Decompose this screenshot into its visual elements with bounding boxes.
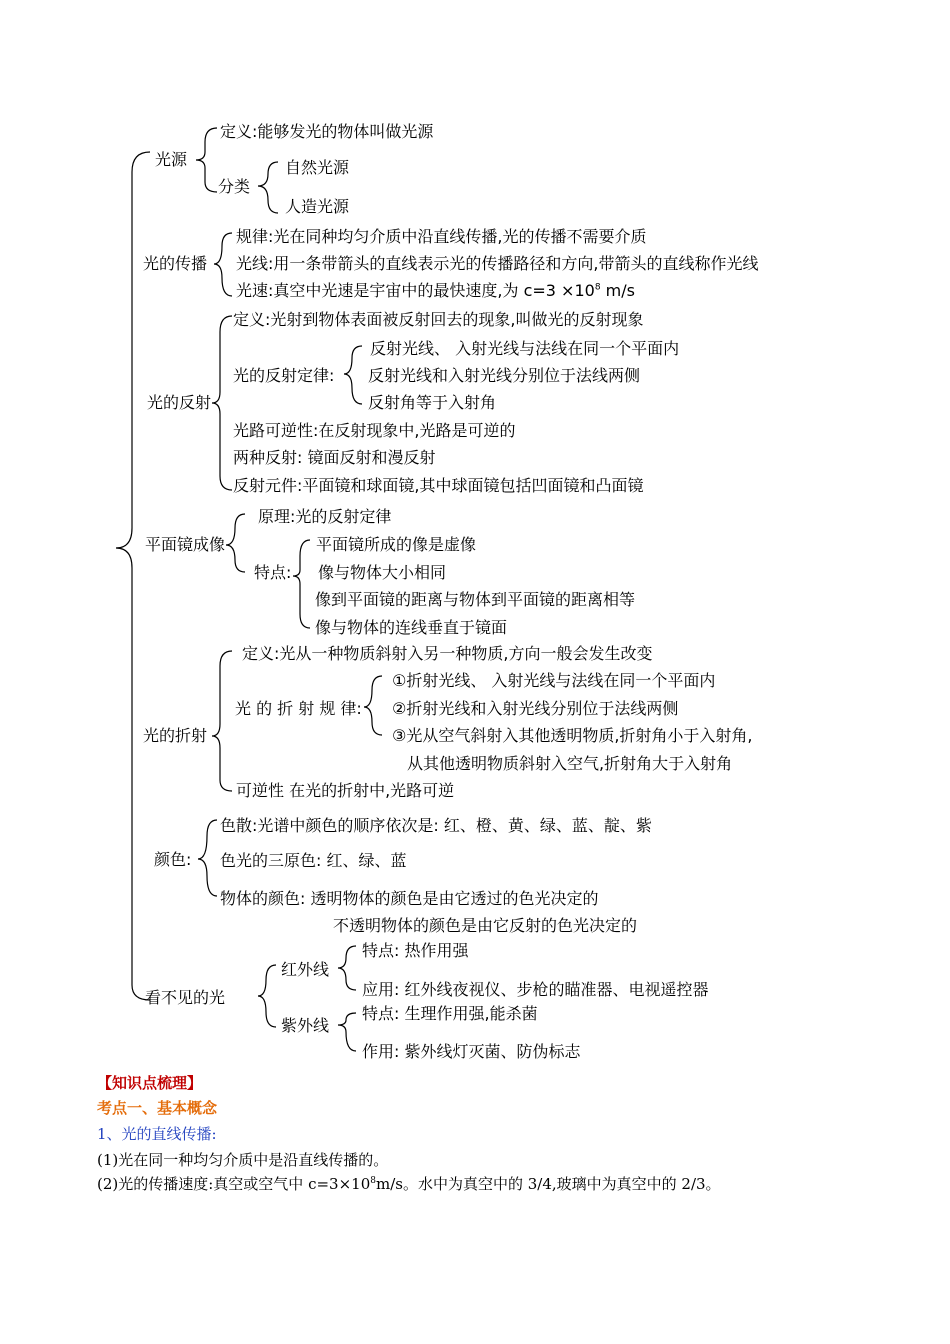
color-primaries: 色光的三原色: 红、绿、蓝 xyxy=(220,851,407,870)
reflection-elements: 反射元件:平面镜和球面镜,其中球面镜包括凹面镜和凸面镜 xyxy=(233,476,644,495)
color-object: 物体的颜色: 透明物体的颜色是由它透过的色光决定的 xyxy=(220,889,599,908)
node-invisible-light: 看不见的光 xyxy=(145,988,226,1007)
node-color: 颜色: xyxy=(154,850,192,869)
refraction-law-3a: ③光从空气斜射入其他透明物质,折射角小于入射角, xyxy=(392,726,753,745)
infrared-brace xyxy=(338,946,356,990)
refraction-law-label: 光 的 折 射 规 律: xyxy=(235,699,362,718)
reflection-law-2: 反射光线和入射光线分别位于法线两侧 xyxy=(368,366,641,385)
plane-mirror-principle: 原理:光的反射定律 xyxy=(258,507,392,526)
refraction-definition: 定义:光从一种物质斜射入另一种物质,方向一般会发生改变 xyxy=(242,644,653,663)
refraction-law-2: ②折射光线和入射光线分别位于法线两侧 xyxy=(392,699,679,718)
reflection-definition: 定义:光射到物体表面被反射回去的现象,叫做光的反射现象 xyxy=(233,310,644,329)
topic-heading: 考点一、基本概念 xyxy=(97,1099,218,1117)
refraction-law-3b: 从其他透明物质斜射入空气,折射角大于入射角 xyxy=(407,754,733,773)
reflection-law-brace xyxy=(344,346,362,404)
light-source-brace xyxy=(196,128,217,192)
main-brace xyxy=(116,152,150,1000)
reflection-law-label: 光的反射定律: xyxy=(233,366,335,385)
light-source-classification: 分类 xyxy=(218,177,251,196)
light-source-definition: 定义:能够发光的物体叫做光源 xyxy=(220,122,434,141)
plane-mirror-brace xyxy=(226,514,245,572)
refraction-law-1: ①折射光线、 入射光线与法线在同一个平面内 xyxy=(392,671,716,690)
ultraviolet-label: 紫外线 xyxy=(281,1016,330,1035)
reflection-law-1: 反射光线、 入射光线与法线在同一个平面内 xyxy=(370,339,680,358)
propagation-law: 规律:光在同种均匀介质中沿直线传播,光的传播不需要介质 xyxy=(236,227,647,246)
node-light-source: 光源 xyxy=(155,150,188,169)
infrared-label: 红外线 xyxy=(281,960,330,979)
reflection-brace xyxy=(212,316,232,490)
refraction-law-brace xyxy=(364,676,382,735)
plane-mirror-feature-1: 平面镜所成的像是虚像 xyxy=(316,535,477,554)
propagation-ray: 光线:用一条带箭头的直线表示光的传播路径和方向,带箭头的直线称作光线 xyxy=(236,254,759,273)
item-heading: 1、光的直线传播: xyxy=(97,1125,217,1143)
section-heading: 【知识点梳理】 xyxy=(97,1074,203,1092)
reflection-reversibility: 光路可逆性:在反射现象中,光路是可逆的 xyxy=(233,421,516,440)
node-refraction: 光的折射 xyxy=(143,726,208,745)
classification-brace xyxy=(258,162,278,213)
reflection-law-3: 反射角等于入射角 xyxy=(368,393,497,412)
infrared-application: 应用: 红外线夜视仪、步枪的瞄准器、电视遥控器 xyxy=(362,980,709,999)
propagation-brace xyxy=(214,233,232,296)
plane-mirror-feature-3: 像到平面镜的距离与物体到平面镜的距离相等 xyxy=(315,590,636,609)
infrared-feature: 特点: 热作用强 xyxy=(362,941,469,960)
refraction-reversibility: 可逆性 在光的折射中,光路可逆 xyxy=(236,781,455,800)
refraction-brace xyxy=(212,651,232,791)
node-reflection: 光的反射 xyxy=(147,393,212,412)
color-brace xyxy=(198,820,217,896)
ultraviolet-function: 作用: 紫外线灯灭菌、防伪标志 xyxy=(362,1042,581,1061)
note-line-1: (1)光在同一种均匀介质中是沿直线传播的。 xyxy=(97,1151,389,1169)
ultraviolet-feature: 特点: 生理作用强,能杀菌 xyxy=(362,1004,538,1023)
plane-mirror-feature-4: 像与物体的连线垂直于镜面 xyxy=(315,618,508,637)
note-line-2: (2)光的传播速度:真空或空气中 $c=3\times 10^8m/s$。水中为真空中的 3/4,玻璃中为真空中的 2/3。 xyxy=(97,1175,721,1193)
plane-mirror-features-label: 特点: xyxy=(254,563,292,582)
propagation-speed: 光速:真空中光速是宇宙中的最快速度,为 $c=3 \times 10^8$ m/s xyxy=(236,281,635,300)
reflection-two-types: 两种反射: 镜面反射和漫反射 xyxy=(233,448,436,467)
plane-mirror-feature-2: 像与物体大小相同 xyxy=(318,563,447,582)
features-brace xyxy=(293,540,310,628)
artificial-light-source: 人造光源 xyxy=(285,197,350,216)
color-dispersion: 色散:光谱中颜色的顺序依次是: 红、橙、黄、绿、蓝、靛、紫 xyxy=(220,816,652,835)
invisible-brace xyxy=(258,965,276,1027)
natural-light-source: 自然光源 xyxy=(285,158,350,177)
node-propagation: 光的传播 xyxy=(143,254,208,273)
node-plane-mirror: 平面镜成像 xyxy=(145,535,226,554)
color-opaque: 不透明物体的颜色是由它反射的色光决定的 xyxy=(333,916,638,935)
ultraviolet-brace xyxy=(338,1013,356,1051)
